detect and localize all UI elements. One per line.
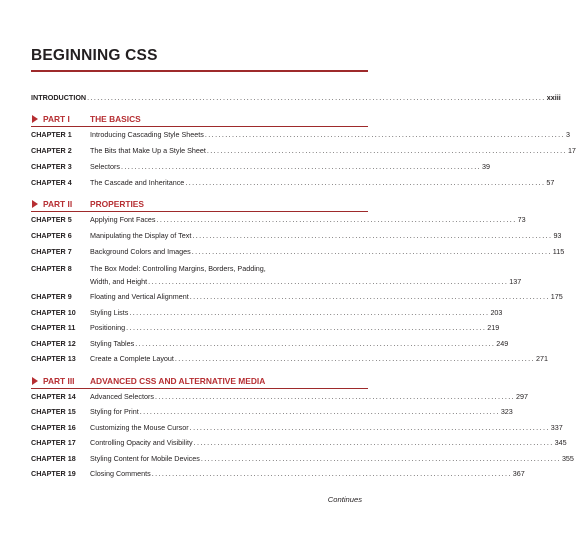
entry-label: INTRODUCTION: [31, 93, 87, 102]
chapter-title: Closing Comments: [90, 469, 151, 478]
page-title: BEGINNING CSS: [31, 47, 158, 64]
chapter-page: 337: [550, 423, 563, 432]
toc-entry-chapter-3[interactable]: [31, 160, 491, 174]
toc-entry-chapter-14[interactable]: [31, 390, 529, 404]
chapter-title: Floating and Vertical Alignment: [90, 292, 189, 301]
chapter-page: 175: [550, 292, 563, 301]
dot-leader: ..........................................................................................................: [185, 178, 546, 187]
toc-entry-chapter-1[interactable]: [31, 128, 570, 142]
chapter-title-line-1: The Box Model: Controlling Margins, Borders, Padding,: [90, 264, 266, 273]
part-rule: [31, 211, 368, 212]
chapter-page: 355: [561, 454, 574, 463]
part-label: PART II: [43, 199, 73, 209]
dot-leader: ..........................................................................................................: [192, 231, 553, 240]
toc-entry-chapter-19[interactable]: [31, 467, 525, 481]
chapter-label: CHAPTER 9: [31, 292, 72, 301]
chapter-page: 367: [512, 469, 525, 478]
part-title: PROPERTIES: [90, 199, 144, 209]
chapter-title: Applying Font Faces: [90, 215, 156, 224]
chapter-label: CHAPTER 18: [31, 454, 76, 463]
part-title: ADVANCED CSS AND ALTERNATIVE MEDIA: [90, 376, 266, 386]
chapter-title: Positioning: [90, 323, 126, 332]
chapter-label: CHAPTER 19: [31, 469, 76, 478]
title-rule: [31, 70, 368, 72]
toc-entry-chapter-18[interactable]: [31, 452, 574, 466]
toc-entry-chapter-4[interactable]: [31, 176, 555, 190]
chapter-label: CHAPTER 16: [31, 423, 76, 432]
chapter-title: Styling Lists: [90, 308, 129, 317]
dot-leader: ..........................................................................................................: [200, 454, 561, 463]
dot-leader: ..........................................................................................................: [174, 354, 535, 363]
dot-leader: ..........................................................................................................: [189, 423, 550, 432]
chapter-label: CHAPTER 14: [31, 392, 76, 401]
chapter-title: Width, and Height: [90, 277, 148, 286]
chapter-title: Styling Content for Mobile Devices: [90, 454, 200, 463]
part-heading-3: [31, 374, 368, 388]
chapter-title: Advanced Selectors: [90, 392, 154, 401]
dot-leader: ..........................................................................................................: [156, 215, 517, 224]
chapter-page: 271: [535, 354, 548, 363]
chapter-page: 3: [565, 130, 570, 139]
chapter-title: Selectors: [90, 162, 120, 171]
part-label: PART III: [43, 376, 75, 386]
toc-entry-chapter-13[interactable]: [31, 352, 548, 366]
chapter-page: 115: [552, 247, 565, 256]
chapter-label: CHAPTER 12: [31, 339, 76, 348]
chapter-title: Background Colors and Images: [90, 247, 191, 256]
chapter-title: The Cascade and Inheritance: [90, 178, 185, 187]
part-title: THE BASICS: [90, 114, 141, 124]
chapter-page: 323: [500, 407, 513, 416]
toc-entry-chapter-2[interactable]: [31, 144, 576, 158]
chapter-title: Controlling Opacity and Visibility: [90, 438, 193, 447]
chapter-title: Customizing the Mouse Cursor: [90, 423, 189, 432]
toc-entry-introduction[interactable]: [31, 91, 561, 105]
chapter-label: CHAPTER 3: [31, 162, 72, 171]
part-rule: [31, 388, 368, 389]
triangle-icon: [32, 115, 38, 123]
dot-leader: ..........................................................................................................: [148, 277, 509, 286]
chapter-label: CHAPTER 6: [31, 231, 72, 240]
chapter-label: CHAPTER 13: [31, 354, 76, 363]
dot-leader: ..........................................................................................................: [151, 469, 512, 478]
chapter-page: 17: [567, 146, 576, 155]
part-label: PART I: [43, 114, 70, 124]
dot-leader: ..........................................................................................................: [139, 407, 500, 416]
chapter-title: Create a Complete Layout: [90, 354, 174, 363]
toc-entry-chapter-8[interactable]: [31, 262, 522, 288]
chapter-label: CHAPTER 8: [31, 264, 72, 273]
toc-entry-chapter-12[interactable]: [31, 337, 509, 351]
toc-entry-chapter-17[interactable]: [31, 436, 567, 450]
toc-entry-chapter-5[interactable]: [31, 213, 526, 227]
chapter-title: Styling for Print: [90, 407, 139, 416]
chapter-page: 93: [553, 231, 562, 240]
part-heading-2: [31, 197, 368, 211]
dot-leader: ..........................................................................................................: [206, 146, 567, 155]
chapter-page: 137: [509, 277, 522, 286]
toc-entry-chapter-16[interactable]: [31, 421, 563, 435]
part-rule: [31, 126, 368, 127]
chapter-label: CHAPTER 10: [31, 308, 76, 317]
toc-entry-chapter-7[interactable]: [31, 245, 565, 259]
chapter-label: CHAPTER 4: [31, 178, 72, 187]
chapter-page: 219: [487, 323, 500, 332]
toc-entry-chapter-11[interactable]: [31, 321, 500, 335]
triangle-icon: [32, 200, 38, 208]
toc-entry-chapter-9[interactable]: [31, 290, 563, 304]
chapter-label: CHAPTER 5: [31, 215, 72, 224]
dot-leader: ..........................................................................................................: [120, 162, 482, 171]
chapter-label: CHAPTER 17: [31, 438, 76, 447]
chapter-page: 297: [516, 392, 529, 401]
chapter-title: The Bits that Make Up a Style Sheet: [90, 146, 206, 155]
toc-entry-chapter-10[interactable]: [31, 306, 503, 320]
chapter-page: 345: [554, 438, 567, 447]
dot-leader: ..........................................................................................................: [129, 308, 490, 317]
toc-entry-chapter-15[interactable]: [31, 405, 513, 419]
continues-note: Continues: [327, 495, 362, 504]
chapter-label: CHAPTER 2: [31, 146, 72, 155]
dot-leader: ..........................................................................................................: [204, 130, 565, 139]
chapter-page: 249: [496, 339, 509, 348]
dot-leader: ..........................................................................................................: [126, 323, 487, 332]
chapter-page: 57: [546, 178, 555, 187]
chapter-title: Styling Tables: [90, 339, 135, 348]
chapter-label: CHAPTER 11: [31, 323, 76, 332]
chapter-page: 39: [482, 162, 491, 171]
chapter-page: 203: [490, 308, 503, 317]
chapter-label: CHAPTER 15: [31, 407, 76, 416]
chapter-title: Manipulating the Display of Text: [90, 231, 192, 240]
part-heading-1: [31, 112, 368, 126]
toc-entry-chapter-6[interactable]: [31, 229, 562, 243]
chapter-label: CHAPTER 7: [31, 247, 72, 256]
dot-leader: ..........................................................................................................: [135, 339, 496, 348]
dot-leader: ..........................................................................................................: [193, 438, 554, 447]
chapter-label: CHAPTER 1: [31, 130, 72, 139]
chapter-page: 73: [517, 215, 526, 224]
dot-leader: ..........................................................................................................: [191, 247, 552, 256]
dot-leader: ..........................................................................................................: [189, 292, 550, 301]
triangle-icon: [32, 377, 38, 385]
dot-leader: .......................................................................................................................................: [87, 93, 546, 102]
entry-page: xxiii: [546, 93, 561, 102]
chapter-title: Introducing Cascading Style Sheets: [90, 130, 204, 139]
dot-leader: ..........................................................................................................: [154, 392, 516, 401]
